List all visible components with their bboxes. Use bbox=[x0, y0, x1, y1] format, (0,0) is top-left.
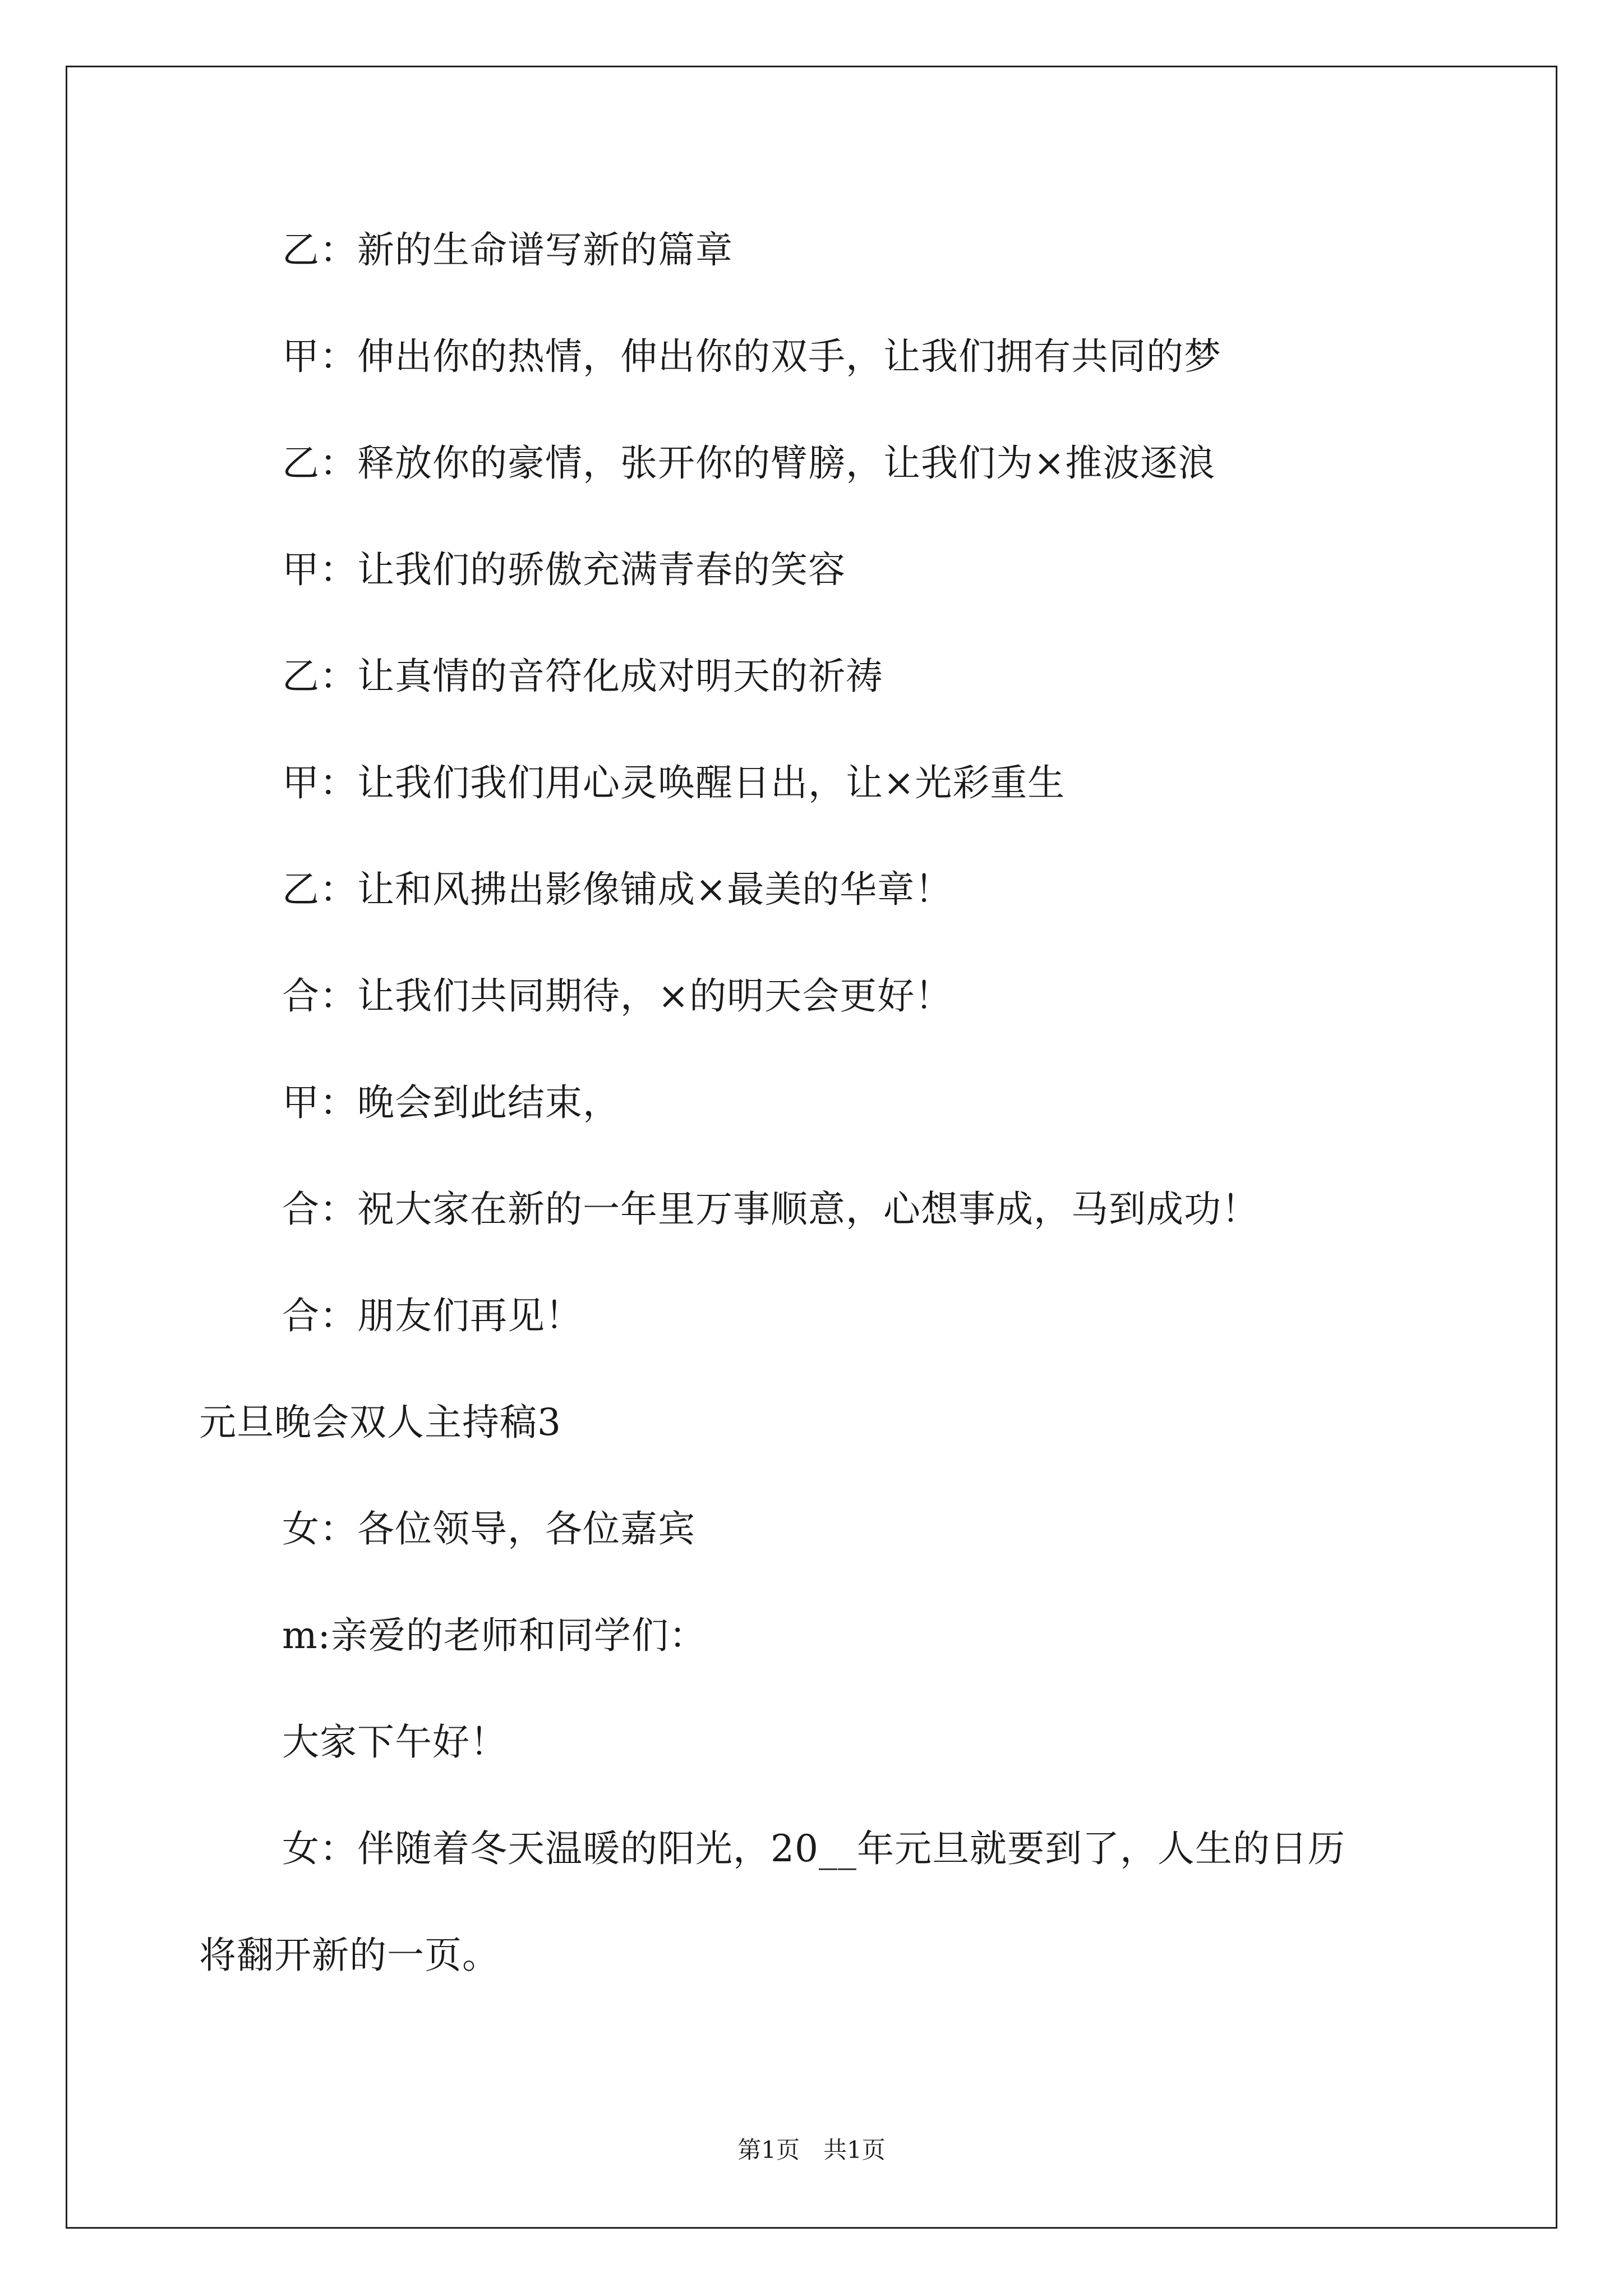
dialogue-line: 甲：伸出你的热情，伸出你的双手，让我们拥有共同的梦 bbox=[282, 335, 1221, 378]
dialogue-line: 乙：让和风拂出影像铺成×最美的华章！ bbox=[282, 868, 953, 911]
dialogue-line: 大家下午好！ bbox=[282, 1720, 508, 1764]
dialogue-line: 甲：让我们我们用心灵唤醒日出，让×光彩重生 bbox=[282, 761, 1066, 804]
dialogue-continuation: 将翻开新的一页。 bbox=[199, 1934, 500, 1977]
dialogue-line: 女：各位领导，各位嘉宾 bbox=[282, 1507, 695, 1550]
dialogue-line: 乙：释放你的豪情，张开你的臂膀，让我们为×推波逐浪 bbox=[282, 441, 1216, 485]
dialogue-line: 甲：让我们的骄傲充满青春的笑容 bbox=[282, 548, 846, 591]
dialogue-line: 甲：晚会到此结束， bbox=[282, 1081, 620, 1124]
page-footer: 第1页 共1页 bbox=[737, 2136, 886, 2164]
dialogue-line: 女：伴随着冬天温暖的阳光，20__年元旦就要到了，人生的日历 bbox=[282, 1827, 1345, 1870]
dialogue-line: 合：朋友们再见！ bbox=[282, 1294, 583, 1337]
dialogue-line: m:亲爱的老师和同学们： bbox=[282, 1614, 707, 1657]
dialogue-line: 合：让我们共同期待，×的明天会更好！ bbox=[282, 974, 953, 1018]
dialogue-line: 乙：让真情的音符化成对明天的祈祷 bbox=[282, 655, 883, 698]
section-title: 元旦晚会双人主持稿3 bbox=[199, 1401, 561, 1444]
dialogue-line: 乙：新的生命谱写新的篇章 bbox=[282, 228, 733, 272]
dialogue-line: 合：祝大家在新的一年里万事顺意，心想事成，马到成功！ bbox=[282, 1188, 1259, 1231]
